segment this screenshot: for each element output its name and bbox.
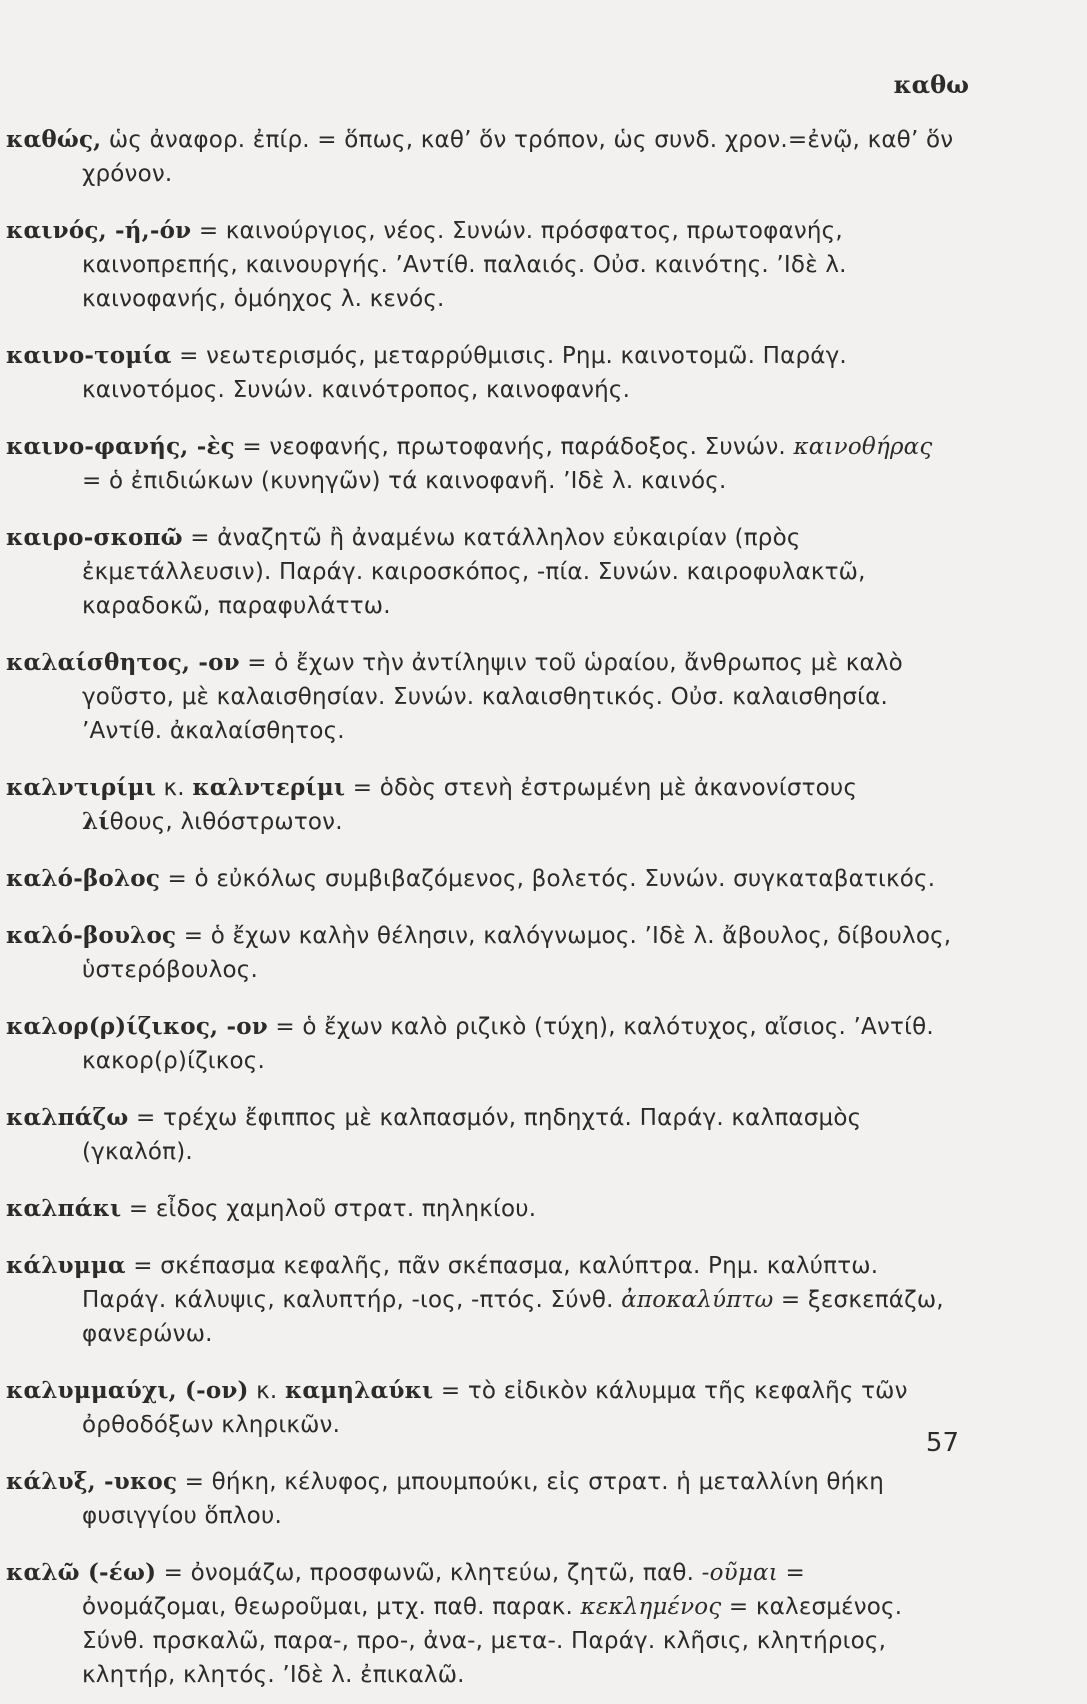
variant-lemma: καμηλαύκι: [284, 1377, 434, 1404]
definition: = ὁ ἔχων καλὸ ριζικὸ (τύχη), καλότυχος, αἴσιος. ’Αντίθ. κακορ(ρ)ίζικος.: [82, 1014, 934, 1074]
entry-kalaisthitos: [6, 646, 954, 748]
italic-term: κεκλημένος: [580, 1594, 722, 1620]
definition: = ὁδὸς στενὴ ἐστρωμένη μὲ ἀκανονίστους: [345, 775, 858, 801]
entry-kalpazo: [6, 1101, 954, 1169]
entry-kalovoulos: [6, 919, 954, 987]
definition: = εἶδος χαμηλοῦ στρατ. πηληκίου.: [121, 1196, 537, 1222]
lemma: καλό-βολος: [6, 865, 161, 892]
lemma: καινός, -ή,-όν: [6, 217, 192, 244]
lemma: καλπάζω: [6, 1104, 129, 1131]
lemma: καλορ(ρ)ίζικος, -ον: [6, 1013, 268, 1040]
lemma: καινο-τομία: [6, 342, 172, 369]
definition: = ὁ ἐπιδιώκων (κυνηγῶν) τά καινοφανῆ. ’Ιδὲ λ. καινός.: [82, 468, 727, 494]
entry-kalymma: [6, 1249, 954, 1351]
italic-term: -οῦμαι: [701, 1560, 778, 1586]
definition: = ὁ ἔχων τὴν ἀντίληψιν τοῦ ὡραίου, ἄνθρωπος μὲ καλὸ γοῦστο, μὲ καλαισθησίαν. Συνών. καλαισθητικός. Οὐσ. καλαισθησία. ’Αντίθ. ἀκαλαίσθητος.: [82, 650, 903, 744]
definition: = σκέπασμα κεφαλῆς, πᾶν σκέπασμα, καλύπτρα. Ρημ. καλύπτω. Παράγ. κάλυψις, καλυπτήρ, -ιος, -πτός. Σύνθ.: [82, 1253, 879, 1313]
definition: θους, λιθόστρωτον.: [109, 809, 343, 835]
entry-kathos: [6, 123, 954, 191]
entry-kalpaki: [6, 1192, 954, 1226]
entry-kalovolos: [6, 862, 954, 896]
lemma: καιρο-σκοπῶ: [6, 524, 183, 551]
lemma: καλαίσθητος, -ον: [6, 649, 240, 676]
italic-term: καινοθήρας: [793, 434, 933, 460]
definition: = νεωτερισμός, μεταρρύθμισις. Ρημ. καινοτομῶ. Παράγ. καινοτόμος. Συνών. καινότροπος, καινοφανής.: [82, 343, 847, 403]
lemma: κάλυξ, -υκος: [6, 1468, 178, 1495]
definition: = ὀνομάζομαι, θεωροῦμαι, μτχ. παθ. παρακ.: [82, 1560, 805, 1620]
definition: = ἀναζητῶ ἢ ἀναμένω κατάλληλον εὐκαιρίαν (πρὸς ἐκμετάλλευσιν). Παράγ. καιροσκόπος, -πία. Συνών. καιροφυλακτῶ, καραδοκῶ, παραφυλάττω.: [82, 525, 866, 619]
definition: = θήκη, κέλυφος, μπουμπούκι, εἰς στρατ. ἡ μεταλλίνη θήκη φυσιγγίου ὅπλου.: [82, 1469, 884, 1529]
definition: = τρέχω ἔφιππος μὲ καλπασμόν, πηδηχτά. Παράγ. καλπασμὸς (γκαλόπ).: [82, 1105, 862, 1165]
definition: = καλεσμένος. Σύνθ. πρσκαλῶ, παρα-, προ-, ἀνα-, μετα-. Παράγ. κλῆσις, κλητήριος, κλητήρ, κλητός. ’Ιδὲ λ. ἐπικαλῶ.: [82, 1594, 903, 1688]
entry-kalymmafchi: [6, 1374, 954, 1442]
definition: = ὁ ἔχων καλὴν θέλησιν, καλόγνωμος. ’Ιδὲ λ. ἄβουλος, δίβουλος, ὑστερόβουλος.: [82, 923, 952, 983]
definition: = νεοφανής, πρωτοφανής, παράδοξος. Συνών.: [234, 434, 794, 460]
lemma: καινο-φανής, -ὲς: [6, 433, 235, 460]
definition: ὡς ἀναφορ. ἐπίρ. = ὅπως, καθ’ ὅν τρόπον, ὡς συνδ. χρον.=ἐνῷ, καθ’ ὅν χρόνον.: [82, 127, 954, 187]
entry-kainotomia: [6, 339, 954, 407]
definition: = ὀνομάζω, προσφωνῶ, κλητεύω, ζητῶ, παθ.: [156, 1560, 702, 1586]
entry-kairoskopo: [6, 521, 954, 623]
entry-kainos: [6, 214, 954, 316]
bold-fragment: λί: [82, 808, 110, 835]
entry-kalo: [6, 1556, 954, 1692]
lemma: καλό-βουλος: [6, 922, 177, 949]
variant-lemma: καλντερίμι: [192, 774, 346, 801]
entry-list: [6, 100, 954, 1704]
lemma: κάλυμμα: [6, 1252, 126, 1279]
definition: = καινούργιος, νέος. Συνών. πρόσφατος, πρωτοφανής, καινοπρεπής, καινουργής. ’Αντίθ. παλαιός. Οὐσ. καινότης. ’Ιδὲ λ. καινοφανής, ὁμόηχος λ. κενός.: [82, 218, 847, 312]
definition: κ.: [156, 775, 193, 801]
entry-kalyx: [6, 1465, 954, 1533]
italic-term: ἀποκαλύπτω: [621, 1287, 774, 1313]
lemma: καλυμμαύχι, (-ον): [6, 1377, 249, 1404]
lemma: καλπάκι: [6, 1195, 122, 1222]
definition: = ὁ εὐκόλως συμβιβαζόμενος, βολετός. Συνών. συγκαταβατικός.: [160, 866, 936, 892]
running-head: καθω: [893, 70, 969, 99]
entry-kalorizikos: [6, 1010, 954, 1078]
definition: = ξεσκεπάζω, φανερώνω.: [82, 1287, 944, 1347]
lemma: καλντιρίμι: [6, 774, 157, 801]
entry-kainofanis: [6, 430, 954, 498]
lemma: καλῶ (-έω): [6, 1559, 157, 1586]
definition: = τὸ εἰδικὸν κάλυμμα τῆς κεφαλῆς τῶν ὀρθοδόξων κληρικῶν.: [82, 1378, 908, 1438]
definition: κ.: [248, 1378, 285, 1404]
page-number: 57: [925, 1428, 959, 1458]
lemma: καθώς,: [6, 126, 102, 153]
entry-kalntirimi: [6, 771, 954, 839]
